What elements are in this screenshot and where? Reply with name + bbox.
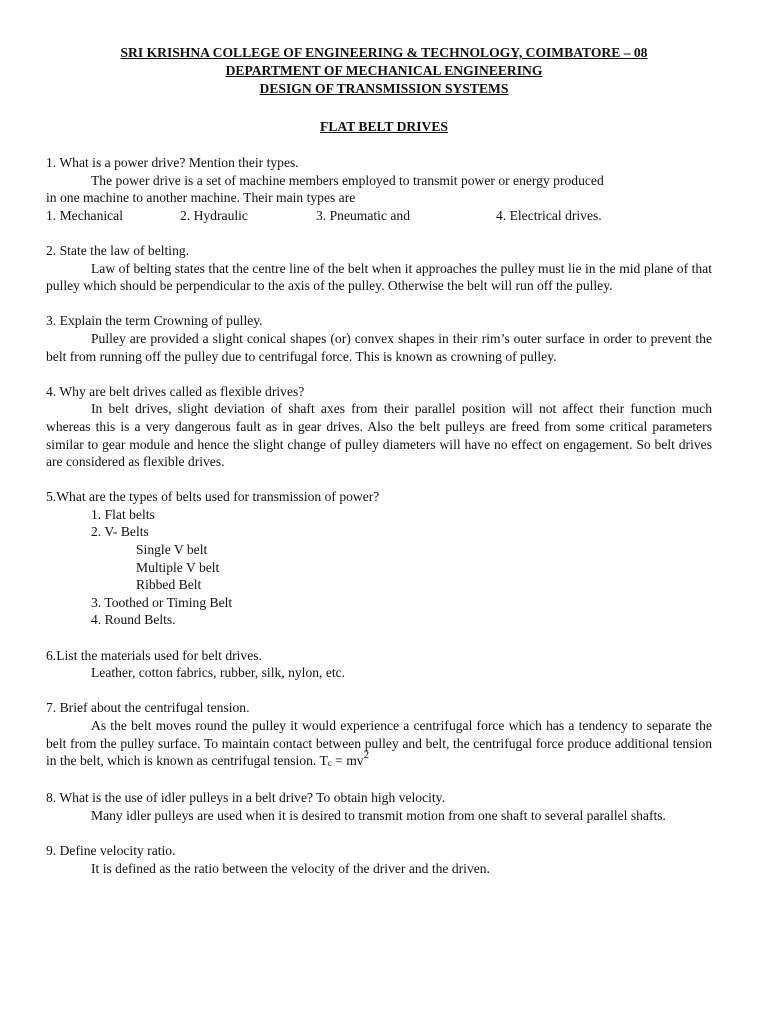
answer-paragraph: In belt drives, slight deviation of shaft axes from their parallel position will not affect their function much whereas this is a very dangerous fault as in gear drives. Also the belt pulleys are freed from some critical parameters similar to gear module and hence the slight change of pulley diameters will have no effect on engagement. So belt drives are considered as flexible drives. [46, 401, 712, 470]
drive-type: 4. Electrical drives. [496, 207, 602, 223]
drive-type: 3. Pneumatic and [316, 207, 411, 223]
drive-types-list [46, 207, 712, 225]
answer-paragraph: Pulley are provided a slight conical shapes (or) convex shapes in their rim’s outer surface in order to prevent the belt from running off the pulley due to centrifugal force. This is known as crowning of pulley. [46, 330, 712, 364]
list-item: 3. Toothed or Timing Belt [91, 594, 233, 610]
question-2 [46, 242, 712, 295]
department-name: DEPARTMENT OF MECHANICAL ENGINEERING [225, 63, 543, 78]
question-title: 7. Brief about the centrifugal tension. [46, 700, 250, 716]
question-6 [46, 647, 712, 682]
answer-paragraph: Law of belting states that the centre line of the belt when it approaches the pulley must lie in the mid plane of that pulley which should be perpendicular to the axis of the pulley. Otherwise the belt will run off the pulley. [46, 260, 712, 294]
answer-line: Leather, cotton fabrics, rubber, silk, nylon, etc. [91, 665, 346, 681]
question-list [46, 154, 712, 895]
question-title: 1. What is a power drive? Mention their types. [46, 155, 299, 170]
sub-list-item: Ribbed Belt [136, 577, 202, 593]
question-title: 2. State the law of belting. [46, 242, 190, 258]
drive-type: 2. Hydraulic [180, 207, 248, 223]
sub-list-item: Single V belt [136, 542, 208, 558]
question-9 [46, 842, 712, 877]
answer-line: The power drive is a set of machine members employed to transmit power or energy produced [91, 172, 604, 188]
question-3 [46, 312, 712, 365]
answer-line: It is defined as the ratio between the velocity of the driver and the driven. [91, 860, 490, 876]
answer-line: in one machine to another machine. Their main types are [46, 190, 356, 206]
question-title: 6.List the materials used for belt drives. [46, 647, 262, 663]
question-1 [46, 154, 712, 224]
answer-paragraph [46, 717, 712, 772]
question-title: 8. What is the use of idler pulleys in a belt drive? To obtain high velocity. [46, 790, 445, 806]
document-header [0, 44, 768, 98]
formula-text: = mv [331, 753, 364, 769]
question-title: 9. Define velocity ratio. [46, 843, 176, 859]
question-8 [46, 789, 712, 824]
question-title: 4. Why are belt drives called as flexible drives? [46, 383, 305, 399]
subject-name: DESIGN OF TRANSMISSION SYSTEMS [259, 81, 509, 96]
list-item: 2. V- Belts [91, 524, 149, 540]
section-title: FLAT BELT DRIVES [320, 119, 448, 134]
list-item: 1. Flat belts [91, 506, 155, 522]
college-name: SRI KRISHNA COLLEGE OF ENGINEERING & TECHNOLOGY, COIMBATORE – 08 [120, 45, 648, 60]
formula-subscript: c [327, 758, 332, 769]
formula-superscript: 2 [363, 749, 370, 762]
answer-text: As the belt moves round the pulley it would experience a centrifugal force which has a tendency to separate the belt from the pulley surface. To maintain contact between pulley and belt, the centrifugal force produce additional tension in the belt, which is known as centrifugal tension. T [46, 718, 712, 769]
question-5 [46, 488, 712, 629]
answer-paragraph: Many idler pulleys are used when it is desired to transmit motion from one shaft to several parallel shafts. [91, 807, 666, 823]
question-4 [46, 383, 712, 471]
list-item: 4. Round Belts. [91, 612, 176, 628]
question-7 [46, 699, 712, 771]
drive-type: 1. Mechanical [46, 207, 123, 223]
question-title: 3. Explain the term Crowning of pulley. [46, 313, 263, 329]
sub-list-item: Multiple V belt [136, 559, 220, 575]
question-title: 5.What are the types of belts used for transmission of power? [46, 489, 380, 505]
